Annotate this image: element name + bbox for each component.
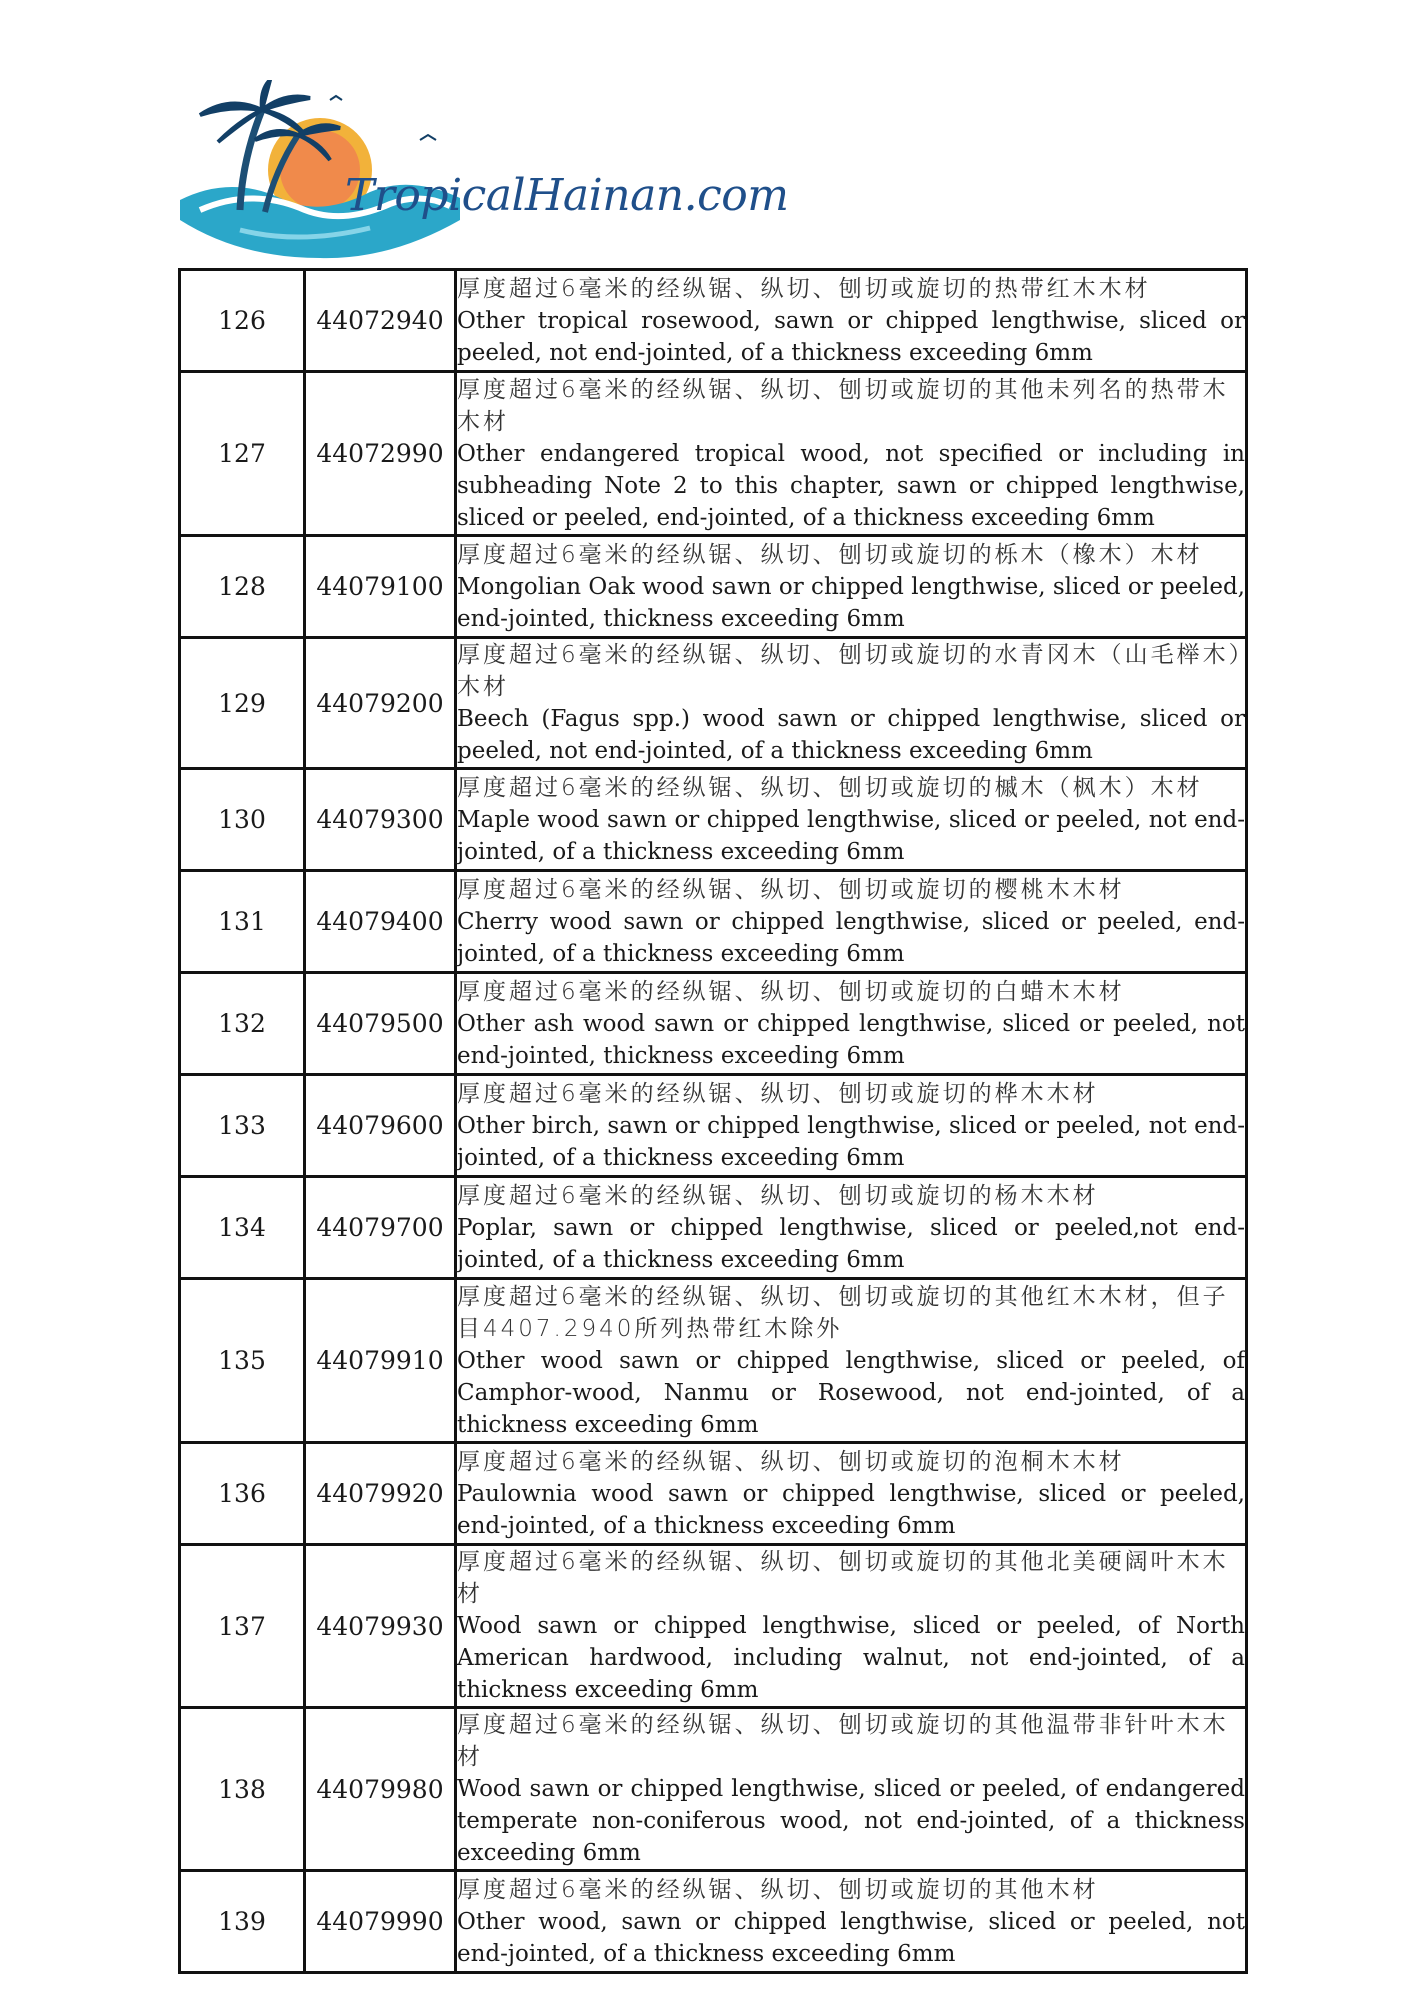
hs-code: 44079300 [305,769,456,871]
description-cell [456,1177,1247,1279]
row-number: 134 [180,1177,305,1279]
description-zh: 厚度超过6毫米的经纵锯、纵切、刨切或旋切的其他红木木材，但子目4407.2940所列热带红木除外 [457,1283,1229,1342]
description-cell [456,536,1247,638]
description-en: Cherry wood sawn or chipped lengthwise, sliced or peeled, end-jointed, of a thickness exceeding 6mm [457,908,1245,967]
table-row [180,871,1247,973]
description-cell [456,1708,1247,1871]
description-cell [456,769,1247,871]
row-number: 138 [180,1708,305,1871]
row-number: 127 [180,372,305,536]
hs-code: 44079600 [305,1075,456,1177]
description-cell [456,871,1247,973]
description-en: Poplar, sawn or chipped lengthwise, sliced or peeled,not end-jointed, of a thickness exceeding 6mm [457,1214,1245,1273]
table-row [180,1279,1247,1443]
brand-name: TropicalHainan.com [345,170,789,221]
row-number: 128 [180,536,305,638]
description-zh: 厚度超过6毫米的经纵锯、纵切、刨切或旋切的其他北美硬阔叶木木材 [457,1549,1229,1607]
row-number: 135 [180,1279,305,1443]
hs-code: 44079100 [305,536,456,638]
hs-code: 44079920 [305,1443,456,1545]
hs-code: 44079700 [305,1177,456,1279]
row-number: 130 [180,769,305,871]
hs-code: 44079200 [305,638,456,769]
description-en: Other tropical rosewood, sawn or chipped lengthwise, sliced or peeled, not end-jointed, of a thickness exceeding 6mm [457,307,1245,366]
description-zh: 厚度超过6毫米的经纵锯、纵切、刨切或旋切的水青冈木（山毛榉木）木材 [457,642,1244,700]
description-zh: 厚度超过6毫米的经纵锯、纵切、刨切或旋切的泡桐木木材 [457,1448,1125,1475]
description-zh: 厚度超过6毫米的经纵锯、纵切、刨切或旋切的热带红木木材 [457,275,1151,302]
description-zh: 厚度超过6毫米的经纵锯、纵切、刨切或旋切的樱桃木木材 [457,876,1125,903]
description-zh: 厚度超过6毫米的经纵锯、纵切、刨切或旋切的栎木（橡木）木材 [457,541,1203,568]
row-number: 129 [180,638,305,769]
hs-code-table [178,268,1248,1974]
description-en: Mongolian Oak wood sawn or chipped lengthwise, sliced or peeled, end-jointed, thickness exceeding 6mm [457,573,1245,632]
description-zh: 厚度超过6毫米的经纵锯、纵切、刨切或旋切的槭木（枫木）木材 [457,774,1203,801]
table-row [180,270,1247,372]
description-zh: 厚度超过6毫米的经纵锯、纵切、刨切或旋切的其他木材 [457,1876,1099,1903]
description-cell [456,1871,1247,1973]
table-row [180,638,1247,769]
table-row [180,973,1247,1075]
row-number: 132 [180,973,305,1075]
description-cell [456,270,1247,372]
table-row [180,372,1247,536]
hs-code: 44079980 [305,1708,456,1871]
description-en: Other wood, sawn or chipped lengthwise, sliced or peeled, not end-jointed, of a thickness exceeding 6mm [457,1908,1245,1967]
description-cell [456,1545,1247,1708]
brand-logo [170,80,789,270]
table-row [180,1443,1247,1545]
hs-code: 44079500 [305,973,456,1075]
table-row [180,1545,1247,1708]
table-row [180,536,1247,638]
description-en: Wood sawn or chipped lengthwise, sliced or peeled, of endangered temperate non-coniferous wood, not end-jointed, of a thickness exceeding 6mm [457,1776,1245,1866]
hs-code: 44079990 [305,1871,456,1973]
hs-code: 44072990 [305,372,456,536]
table-row [180,769,1247,871]
description-zh: 厚度超过6毫米的经纵锯、纵切、刨切或旋切的杨木木材 [457,1182,1099,1209]
description-zh: 厚度超过6毫米的经纵锯、纵切、刨切或旋切的其他温带非针叶木木材 [457,1712,1229,1770]
row-number: 131 [180,871,305,973]
description-cell [456,1443,1247,1545]
description-en: Other wood sawn or chipped lengthwise, sliced or peeled, of Camphor-wood, Nanmu or Rosewood, not end-jointed, of a thickness exceeding 6mm [457,1347,1245,1438]
description-en: Paulownia wood sawn or chipped lengthwise, sliced or peeled, end-jointed, of a thickness exceeding 6mm [457,1480,1245,1539]
description-en: Beech (Fagus spp.) wood sawn or chipped lengthwise, sliced or peeled, not end-jointed, of a thickness exceeding 6mm [457,706,1245,764]
description-cell [456,638,1247,769]
row-number: 133 [180,1075,305,1177]
description-zh: 厚度超过6毫米的经纵锯、纵切、刨切或旋切的桦木木材 [457,1080,1099,1107]
hs-code: 44079400 [305,871,456,973]
table-row [180,1177,1247,1279]
description-cell [456,973,1247,1075]
description-en: Other birch, sawn or chipped lengthwise, sliced or peeled, not end-jointed, of a thickness exceeding 6mm [457,1112,1245,1171]
table-row [180,1871,1247,1973]
hs-code: 44079930 [305,1545,456,1708]
row-number: 126 [180,270,305,372]
description-zh: 厚度超过6毫米的经纵锯、纵切、刨切或旋切的白蜡木木材 [457,978,1125,1005]
row-number: 137 [180,1545,305,1708]
hs-code: 44079910 [305,1279,456,1443]
description-en: Other ash wood sawn or chipped lengthwise, sliced or peeled, not end-jointed, thickness exceeding 6mm [457,1010,1245,1069]
description-en: Maple wood sawn or chipped lengthwise, sliced or peeled, not end-jointed, of a thickness exceeding 6mm [457,806,1245,865]
description-en: Other endangered tropical wood, not specified or including in subheading Note 2 to this chapter, sawn or chipped lengthwise, sliced or peeled, end-jointed, of a thickness exceeding 6mm [457,440,1245,531]
row-number: 136 [180,1443,305,1545]
row-number: 139 [180,1871,305,1973]
description-cell [456,1075,1247,1177]
table-row [180,1075,1247,1177]
description-cell [456,1279,1247,1443]
table-row [180,1708,1247,1871]
description-zh: 厚度超过6毫米的经纵锯、纵切、刨切或旋切的其他未列名的热带木木材 [457,376,1229,435]
hs-code: 44072940 [305,270,456,372]
description-cell [456,372,1247,536]
description-en: Wood sawn or chipped lengthwise, sliced or peeled, of North American hardwood, including walnut, not end-jointed, of a thickness exceeding 6mm [457,1613,1245,1703]
